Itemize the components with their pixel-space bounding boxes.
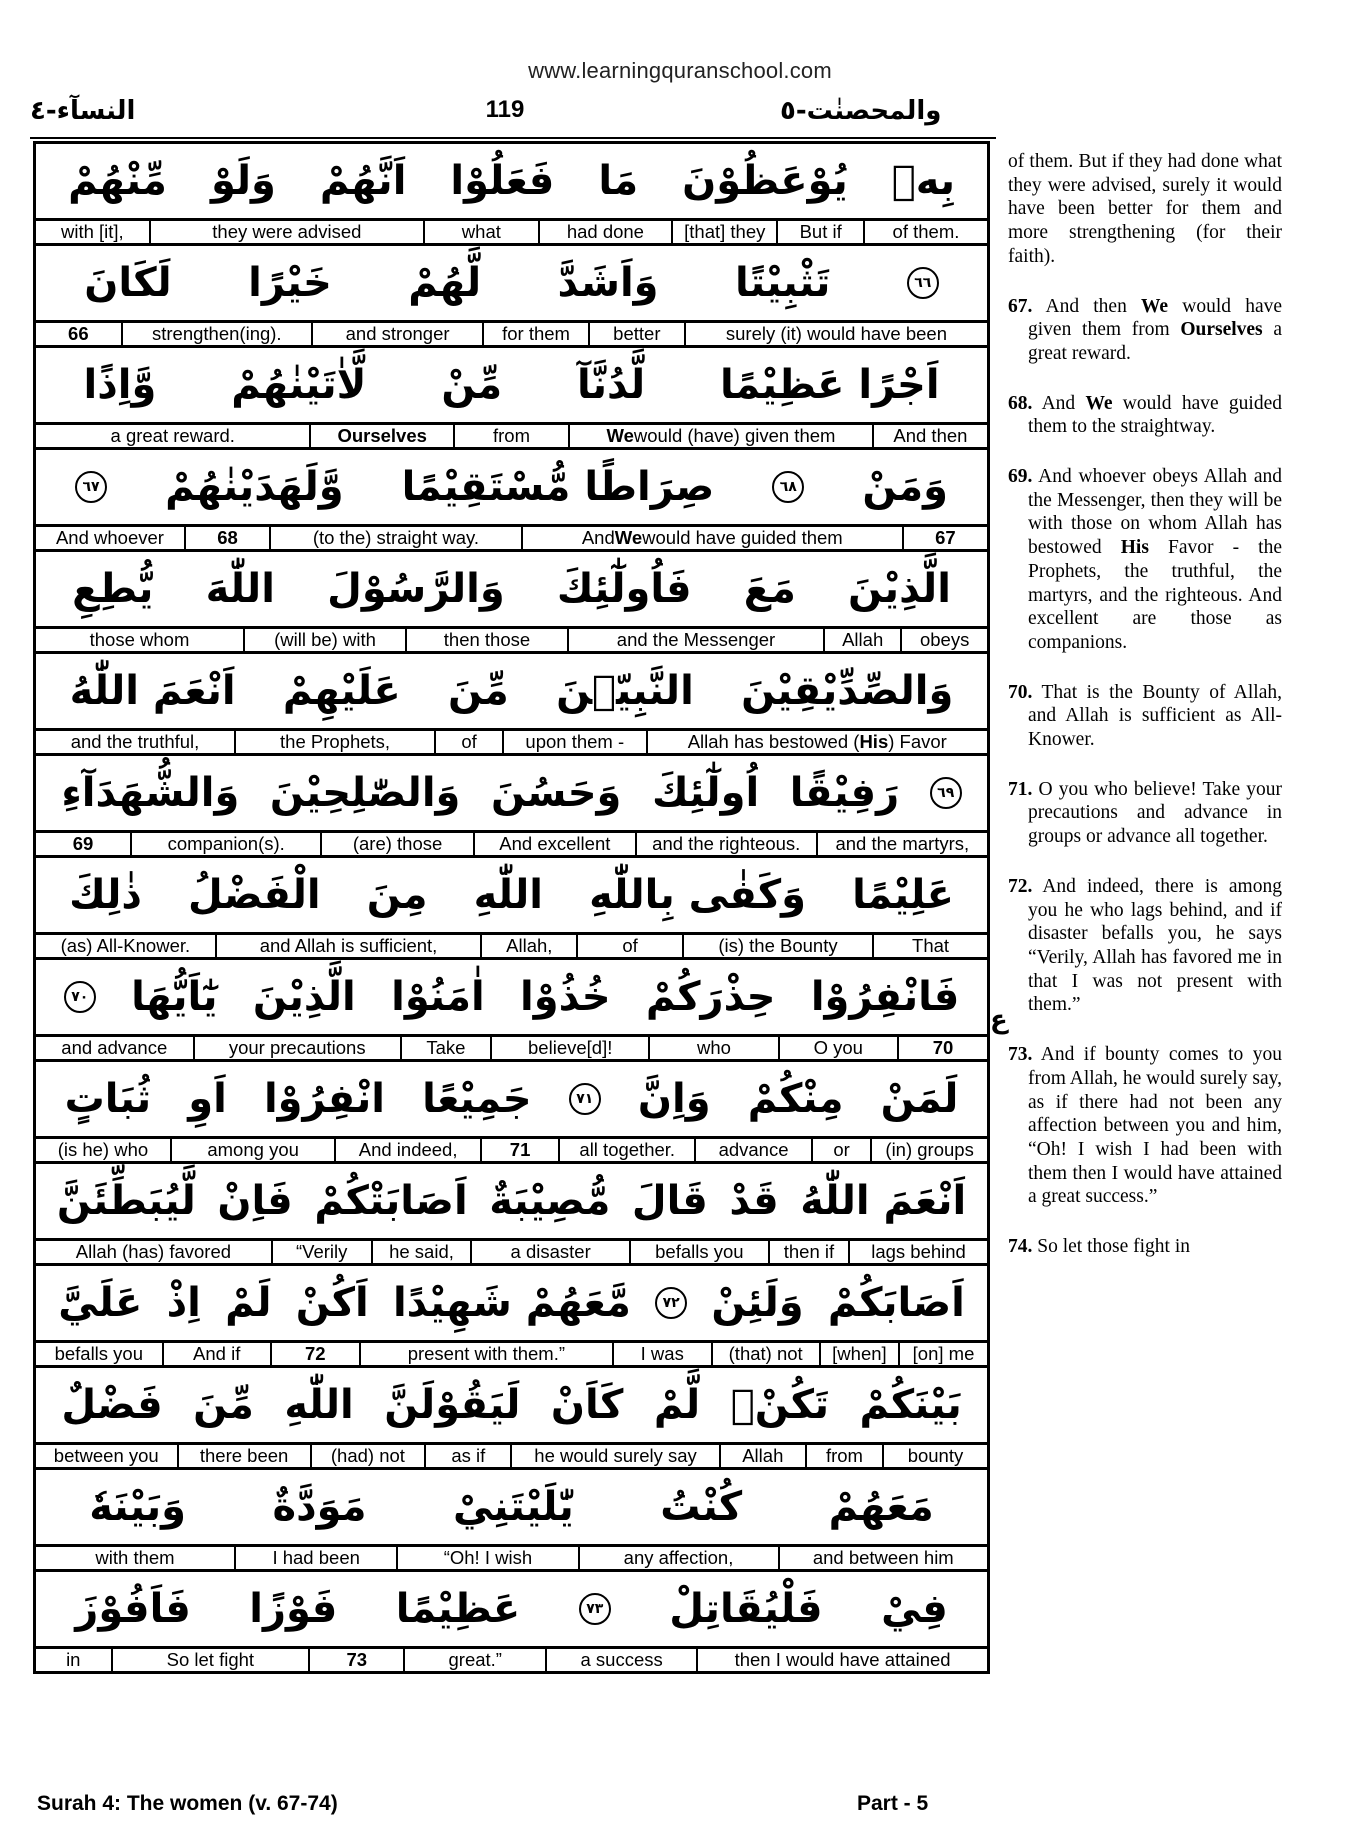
english-gloss-cell: O you (778, 1037, 897, 1059)
arabic-word: اَنْعَمَ اللّٰهُ (800, 1178, 967, 1224)
arabic-word: وَالصّٰلِحِيْنَ (269, 770, 461, 816)
header-divider (30, 137, 996, 139)
arabic-row (36, 756, 987, 833)
english-row (36, 1241, 987, 1266)
english-gloss-cell: bounty (882, 1445, 987, 1467)
english-gloss-cell: and between him (778, 1547, 987, 1569)
arabic-row (36, 246, 987, 323)
english-gloss-cell: and the truthful, (70, 731, 200, 752)
arabic-word: جَمِيْعًا (422, 1076, 532, 1122)
arabic-word: النَّبِيّٖنَ (556, 668, 694, 714)
arabic-word: خُذُوْا (520, 974, 611, 1020)
english-gloss-cell: from (453, 425, 568, 447)
arabic-word: ذٰلِكَ (69, 872, 142, 918)
english-gloss-cell: better (588, 323, 684, 345)
footer-surah-label: Surah 4: The women (v. 67-74) (37, 1792, 338, 1815)
english-gloss-cell: Allah (has) favored (75, 1241, 232, 1262)
english-gloss-cell: 72 (270, 1343, 359, 1365)
english-row (36, 935, 987, 960)
english-gloss-cell: between you (53, 1445, 159, 1466)
english-gloss-cell: believe[d]! (490, 1037, 648, 1059)
english-row (36, 1037, 987, 1062)
english-gloss-cell: We would (have) given them (568, 425, 872, 447)
arabic-word: مَعَهُمْ (828, 1484, 934, 1530)
arabic-word: رَفِيْقًا (789, 770, 900, 816)
verse-number: 67. (1008, 295, 1033, 317)
english-gloss-cell: And then (872, 425, 987, 447)
english-gloss-cell: companion(s). (130, 833, 320, 855)
english-gloss-cell: And We would have guided them (521, 527, 902, 549)
arabic-word: يُوْعَظُوْنَ (682, 158, 848, 204)
english-gloss-cell: upon them - (502, 731, 645, 753)
arabic-word: مِنَ (366, 872, 428, 918)
arabic-word: لَيَقُوْلَنَّ (384, 1382, 521, 1428)
english-gloss-cell: those whom (89, 629, 190, 650)
arabic-word: فِيْ (881, 1586, 948, 1632)
english-gloss-cell: great.” (403, 1649, 545, 1671)
english-row (36, 629, 987, 654)
arabic-row (36, 552, 987, 629)
arabic-word: قَدْ (729, 1178, 779, 1224)
translation-paragraph (1008, 1043, 1282, 1209)
english-gloss-cell: (in) groups (870, 1139, 987, 1161)
arabic-word: بَيْنَكُمْ (859, 1382, 962, 1428)
arabic-word: مُّصِيْبَةٌ (489, 1178, 611, 1224)
english-gloss-cell: Allah (719, 1445, 805, 1467)
english-row (36, 833, 987, 858)
arabic-row (36, 1164, 987, 1241)
arabic-word: الَّذِيْنَ (252, 974, 356, 1020)
arabic-word: وَالصِّدِّيْقِيْنَ (741, 668, 954, 714)
arabic-word: وَمَنْ (862, 464, 948, 510)
arabic-word: الْفَضْلُ (188, 872, 321, 918)
arabic-word: يّٰلَيْتَنِيْ (452, 1484, 574, 1530)
english-gloss-cell: any affection, (578, 1547, 778, 1569)
english-gloss-cell: I was (612, 1343, 711, 1365)
verse-number: 72. (1008, 875, 1033, 897)
arabic-word: لَمْ (225, 1280, 272, 1326)
arabic-word: وَاَشَدَّ (557, 260, 659, 306)
arabic-word: مَّعَهُمْ شَهِيْدًا (392, 1280, 631, 1326)
arabic-word: وَلَئِنْ (711, 1280, 804, 1326)
arabic-word: اَنَّهُمْ (319, 158, 407, 204)
english-gloss-cell: with [it], (60, 221, 124, 242)
arabic-word: فَوْزًا (249, 1586, 338, 1632)
english-gloss-cell: But if (776, 221, 863, 243)
english-gloss-cell: in (66, 1649, 81, 1670)
english-row (36, 425, 987, 450)
english-gloss-cell: “Oh! I wish (396, 1547, 577, 1569)
arabic-word: عَلَيَّ (58, 1280, 143, 1326)
arabic-word: لَّدُنَّآ (576, 362, 646, 408)
surah-name-arabic: النسآء-٤ (30, 96, 136, 126)
english-gloss-cell: [that] they (671, 221, 776, 243)
arabic-word: وَالشُّهَدَآءِ (61, 770, 240, 816)
english-gloss-cell: (is) the Bounty (682, 935, 872, 957)
english-gloss-cell: and the Messenger (567, 629, 823, 651)
english-gloss-cell: from (805, 1445, 882, 1467)
arabic-word: وَّلَهَدَيْنٰهُمْ (165, 464, 344, 510)
arabic-word: يٰٓاَيُّهَا (131, 974, 218, 1020)
verse-end-marker-icon: ٦٦ (907, 267, 939, 299)
verse-end-marker-icon: ٦٧ (75, 471, 107, 503)
english-gloss-cell: (to the) straight way. (269, 527, 521, 549)
translation-paragraph: 69. And whoever obeys Allah and the Messenger, then they will be with those on whom Allah has bestowed His Favor - the Prophets, the truthful, the martyrs, and the righteous. And excellent are those as companions. (1008, 466, 1283, 653)
arabic-word: مَعَ (743, 566, 796, 612)
english-row (36, 221, 987, 246)
english-gloss-cell: (will be) with (243, 629, 405, 651)
english-row (36, 527, 987, 552)
english-gloss-cell: for them (482, 323, 588, 345)
arabic-word: عَلَيْهِمْ (282, 668, 401, 714)
english-gloss-cell: he said, (371, 1241, 471, 1263)
arabic-row (36, 960, 987, 1037)
english-gloss-cell: Allah, (480, 935, 576, 957)
translation-paragraph: 68. And We would have guided them to the straightway. (1008, 392, 1282, 438)
arabic-row (36, 654, 987, 731)
ruku-marker-icon: ع (990, 1005, 1008, 1035)
english-gloss-cell: And excellent (473, 833, 635, 855)
english-gloss-cell: surely (it) would have been (684, 323, 987, 345)
translation-text: And indeed, there is among you he who lags behind, and if disaster befalls you, he says “Verily, Allah has favored me in that I was not present with them.” (1028, 875, 1282, 1016)
english-row (36, 323, 987, 348)
english-gloss-cell: 66 (68, 323, 89, 344)
website-url[interactable]: www.learningquranschool.com (528, 58, 832, 83)
english-gloss-cell: That (872, 935, 987, 957)
arabic-word: خَيْرًا (248, 260, 332, 306)
translation-text: O you who believe! Take your precautions and advance in groups or advance all together. (1028, 778, 1282, 848)
arabic-word: لَّيُبَطِّئَنَّ (56, 1178, 196, 1224)
english-gloss-cell: advance (694, 1139, 811, 1161)
arabic-word: مِّنَ (193, 1382, 254, 1428)
verse-end-marker-icon: ٧٢ (655, 1287, 687, 1319)
page-number: 119 (485, 96, 525, 123)
arabic-word: فَلْيُقَاتِلْ (669, 1586, 823, 1632)
arabic-word: فَاُولٰٓئِكَ (556, 566, 692, 612)
english-gloss-cell: then I would have attained (696, 1649, 987, 1671)
english-gloss-cell: (that) not (711, 1343, 819, 1365)
english-gloss-cell: then if (768, 1241, 848, 1263)
english-row (36, 1649, 987, 1671)
english-gloss-cell: befalls you (54, 1343, 144, 1364)
english-gloss-cell: Allah has bestowed ( His ) Favor (646, 731, 987, 753)
english-gloss-cell: strengthen(ing). (121, 323, 311, 345)
arabic-word: وَالرَّسُوْلَ (327, 566, 505, 612)
verse-end-marker-icon: ٦٨ (772, 471, 804, 503)
arabic-word: يُّطِعِ (72, 566, 154, 612)
english-gloss-cell: obeys (900, 629, 987, 651)
arabic-word: اللّٰهَ (205, 566, 275, 612)
english-gloss-cell: 68 (184, 527, 269, 549)
english-gloss-cell: (are) those (320, 833, 473, 855)
arabic-row (36, 858, 987, 935)
verse-number: 74. (1008, 1236, 1033, 1258)
arabic-word: اُولٰٓئِكَ (651, 770, 760, 816)
verse-end-marker-icon: ٦٩ (930, 777, 962, 809)
english-gloss-cell: And if (162, 1343, 270, 1365)
arabic-word: اٰمَنُوْا (391, 974, 485, 1020)
english-gloss-cell: And whoever (55, 527, 164, 548)
arabic-row (36, 144, 987, 221)
english-row (36, 1547, 987, 1572)
arabic-word: لَمَنْ (880, 1076, 959, 1122)
arabic-word: فَضْلٌ (61, 1382, 163, 1428)
english-gloss-cell: 73 (308, 1649, 403, 1671)
verse-number: 71. (1008, 778, 1033, 800)
verse-number: 69. (1008, 466, 1033, 488)
translation-paragraph (1008, 778, 1282, 849)
english-gloss-cell: and the martyrs, (816, 833, 987, 855)
arabic-row (36, 450, 987, 527)
arabic-word: حِذْرَكُمْ (645, 974, 776, 1020)
verse-number: 68. (1008, 392, 1033, 414)
english-gloss-cell: 67 (902, 527, 987, 549)
english-gloss-cell: all together. (558, 1139, 694, 1161)
arabic-row (36, 1368, 987, 1445)
arabic-word: لَّمْ (653, 1382, 701, 1428)
juz-name-arabic: والمحصنٰت-٥ (780, 96, 942, 126)
english-gloss-cell: the Prophets, (234, 731, 434, 753)
english-gloss-cell: lags behind (848, 1241, 987, 1263)
english-gloss-cell: a success (545, 1649, 696, 1671)
verse-number: 70. (1008, 681, 1033, 703)
english-gloss-cell: 71 (480, 1139, 558, 1161)
translation-paragraph (1008, 875, 1282, 1017)
arabic-word: انْفِرُوْا (263, 1076, 385, 1122)
english-gloss-cell: and Allah is sufficient, (215, 935, 480, 957)
arabic-row (36, 1572, 987, 1649)
arabic-word: اَجْرًا عَظِيْمًا (720, 362, 940, 408)
english-gloss-cell: or (811, 1139, 870, 1161)
arabic-word: اَكُنْ (295, 1280, 369, 1326)
english-gloss-cell: 70 (897, 1037, 987, 1059)
verse-number: 73. (1008, 1044, 1033, 1066)
translation-text: So let those fight in (1037, 1236, 1190, 1258)
english-gloss-cell: they were advised (149, 221, 423, 243)
arabic-word: لَكَانَ (84, 260, 172, 306)
arabic-word: كَاَنْ (550, 1382, 624, 1428)
arabic-word: اَوِ (188, 1076, 227, 1122)
english-gloss-cell: “Verily (271, 1241, 371, 1263)
english-gloss-cell: And indeed, (334, 1139, 479, 1161)
english-gloss-cell: of (576, 935, 682, 957)
arabic-word: اللّٰهِ (284, 1382, 354, 1428)
translation-paragraph (1008, 681, 1282, 752)
english-row (36, 1139, 987, 1164)
arabic-word: مِّنْ (441, 362, 503, 408)
english-gloss-cell: [when] (819, 1343, 898, 1365)
translation-paragraph (1008, 150, 1282, 269)
english-gloss-cell: a great reward. (110, 425, 235, 446)
arabic-word: لَّاٰتَيْنٰهُمْ (231, 362, 367, 408)
translation-text: of them. But if they had done what they were advised, surely it would have been better for them and more strengthening (for their faith). (1008, 151, 1282, 267)
english-gloss-cell: (as) All-Knower. (60, 935, 191, 956)
english-gloss-cell: I had been (234, 1547, 396, 1569)
english-row (36, 1343, 987, 1368)
arabic-word: تَكُنْۢ (730, 1382, 829, 1428)
english-gloss-cell: Allah (823, 629, 900, 651)
verse-end-marker-icon: ٧٣ (579, 1593, 611, 1625)
arabic-word: لَّهُمْ (408, 260, 482, 306)
arabic-word: مَا (598, 158, 639, 204)
arabic-word: عَظِيْمًا (395, 1586, 521, 1632)
english-gloss-cell: a disaster (470, 1241, 628, 1263)
arabic-word: مِّنَ (447, 668, 509, 714)
english-gloss-cell: (had) not (310, 1445, 424, 1467)
english-gloss-cell: among you (170, 1139, 335, 1161)
arabic-word: مَوَدَّةٌ (272, 1484, 367, 1530)
arabic-word: صِرَاطًا مُّسْتَقِيْمًا (401, 464, 715, 510)
english-gloss-cell: 69 (72, 833, 94, 854)
arabic-word: فَعَلُوْا (450, 158, 555, 204)
verse-end-marker-icon: ٧٠ (64, 981, 96, 1013)
english-gloss-cell: Ourselves (309, 425, 452, 447)
arabic-word: مِنْكُمْ (747, 1076, 844, 1122)
arabic-word: قَالَ (631, 1178, 708, 1224)
arabic-word: وَلَوْ (210, 158, 276, 204)
arabic-word: وَكَفٰى بِاللّٰهِ (589, 872, 807, 918)
arabic-word: اِذْ (166, 1280, 201, 1326)
english-gloss-cell: he would surely say (510, 1445, 718, 1467)
english-gloss-cell: there been (177, 1445, 310, 1467)
english-gloss-cell: then those (405, 629, 567, 651)
arabic-word: الَّذِيْنَ (848, 566, 951, 612)
arabic-word: ثُبَاتٍ (64, 1076, 152, 1122)
arabic-word: وَبَيْنَهٗ (89, 1484, 187, 1530)
verse-end-marker-icon: ٧١ (569, 1083, 601, 1115)
arabic-word: وَحَسُنَ (491, 770, 622, 816)
arabic-word: مِّنْهُمْ (68, 158, 167, 204)
english-gloss-cell: of (434, 731, 502, 753)
arabic-word: فَاَفُوْزَ (75, 1586, 191, 1632)
word-by-word-table (33, 141, 990, 1674)
english-gloss-cell: your precautions (193, 1037, 400, 1059)
arabic-word: كُنْتُ (660, 1484, 743, 1530)
english-gloss-cell: as if (424, 1445, 510, 1467)
arabic-word: اَصَابَتْكُمْ (314, 1178, 468, 1224)
english-gloss-cell: (is he) who (57, 1139, 149, 1160)
english-gloss-cell: and stronger (311, 323, 482, 345)
english-row (36, 731, 987, 756)
english-gloss-cell: So let fight (111, 1649, 309, 1671)
arabic-row (36, 348, 987, 425)
english-row (36, 1445, 987, 1470)
english-gloss-cell: and the righteous. (635, 833, 816, 855)
arabic-word: اَنْعَمَ اللّٰهُ (69, 668, 236, 714)
english-gloss-cell: who (648, 1037, 777, 1059)
arabic-row (36, 1266, 987, 1343)
arabic-row (36, 1470, 987, 1547)
arabic-word: فَاِنْ (217, 1178, 293, 1224)
translation-paragraph (1008, 1235, 1282, 1259)
arabic-word: تَثْبِيْتًا (734, 260, 831, 306)
arabic-word: بِهٖ (891, 158, 955, 204)
english-gloss-cell: what (423, 221, 538, 243)
english-gloss-cell: of them. (863, 221, 987, 243)
translation-text: That is the Bounty of Allah, and Allah is sufficient as All-Knower. (1028, 681, 1282, 751)
arabic-word: اللّٰهِ (473, 872, 543, 918)
arabic-word: اَصَابَكُمْ (827, 1280, 965, 1326)
english-gloss-cell: and advance (61, 1037, 168, 1058)
translation-paragraph: 67. And then We would have given them from Ourselves a great reward. (1008, 295, 1283, 364)
arabic-word: فَانْفِرُوْا (810, 974, 960, 1020)
english-gloss-cell: present with them.” (359, 1343, 612, 1365)
footer-part-label: Part - 5 (857, 1792, 929, 1815)
translation-text: And if bounty comes to you from Allah, he would surely say, as if there had not been any affection between you and him, “Oh! I wish I had been with them then I would have attained a great success.” (1028, 1044, 1282, 1208)
english-gloss-cell: befalls you (629, 1241, 768, 1263)
arabic-word: عَلِيْمًا (852, 872, 954, 918)
arabic-row (36, 1062, 987, 1139)
english-gloss-cell: had done (538, 221, 671, 243)
english-gloss-cell: with them (95, 1547, 175, 1568)
english-gloss-cell: Take (400, 1037, 490, 1059)
arabic-word: وَّاِذًا (83, 362, 157, 408)
english-gloss-cell: [on] me (898, 1343, 987, 1365)
arabic-word: وَاِنَّ (637, 1076, 711, 1122)
translation-column (1008, 150, 1282, 1259)
